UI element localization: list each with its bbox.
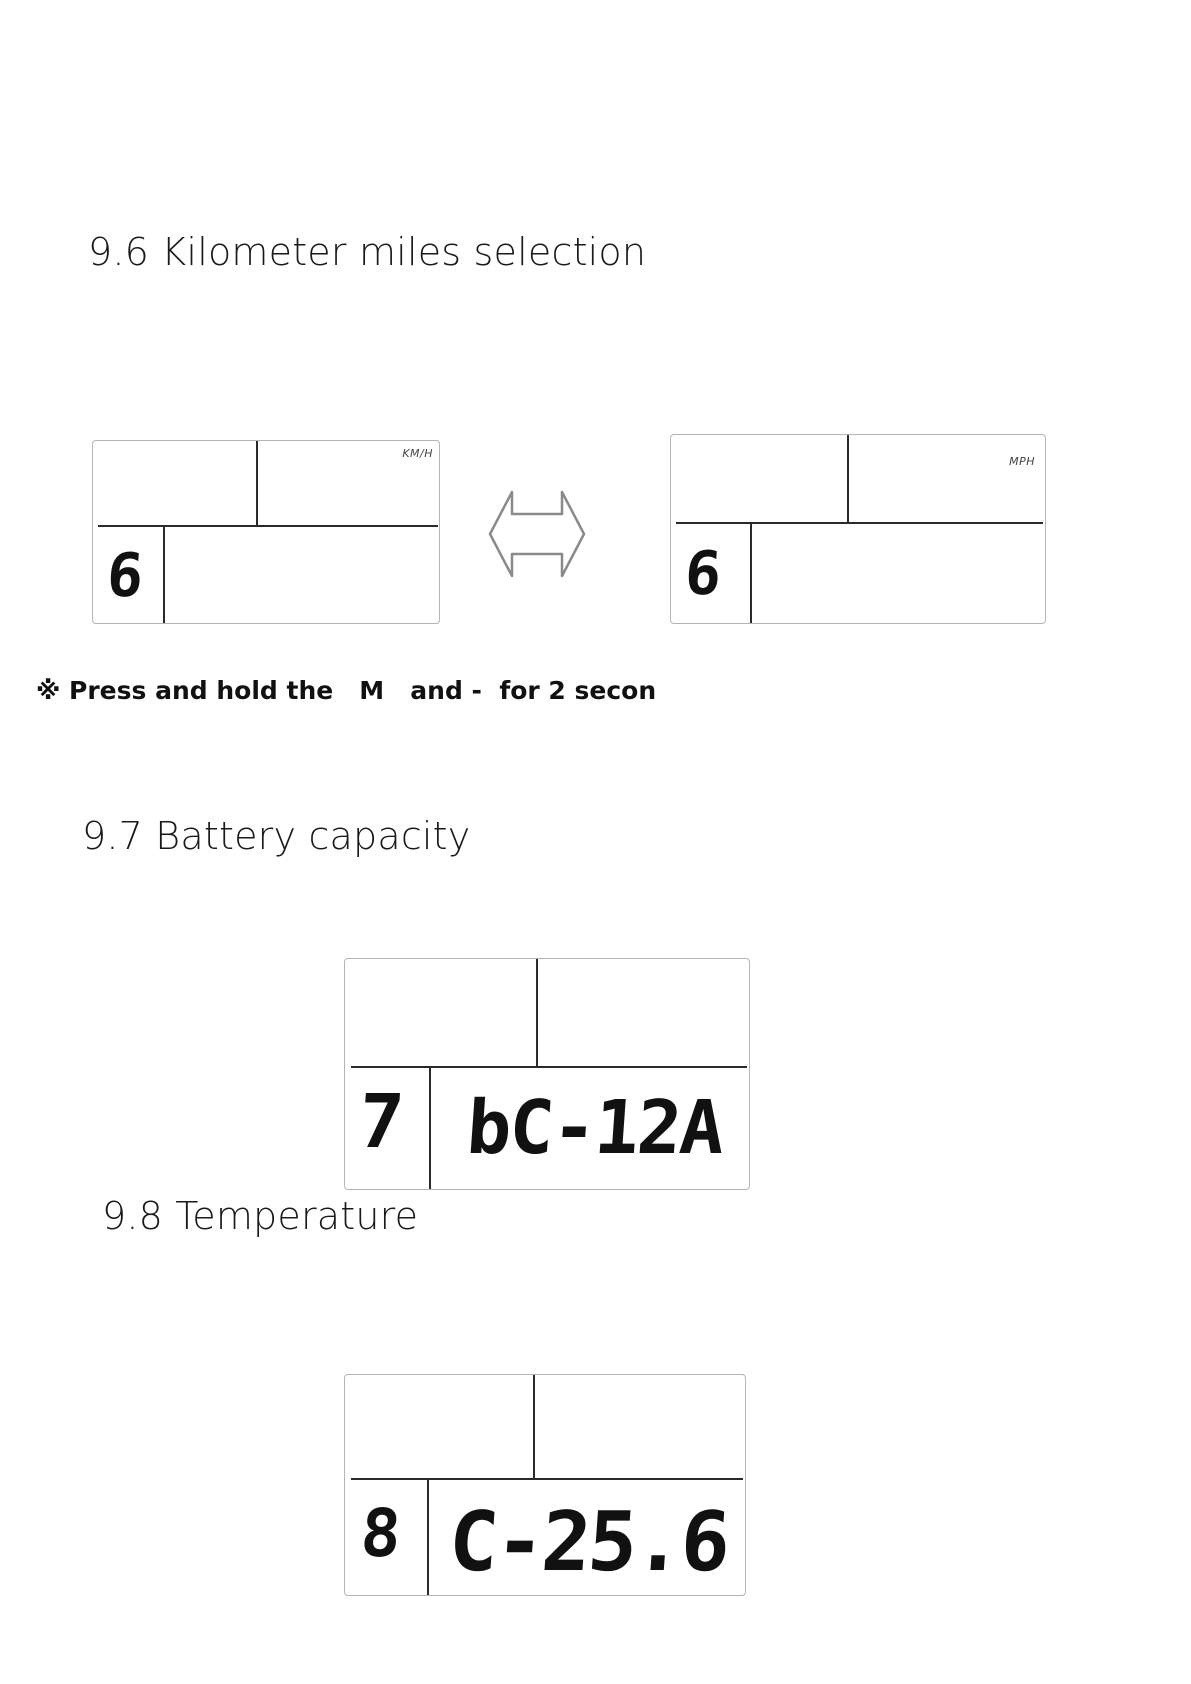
temperature-value: C-25.6	[445, 1495, 731, 1590]
lcd-mph-display	[670, 434, 1046, 624]
lcd-kmh-display	[92, 440, 440, 624]
lcd-divider	[750, 522, 752, 623]
lcd-divider	[351, 1478, 743, 1480]
param-digit: 6	[682, 539, 724, 609]
lcd-divider	[256, 441, 258, 525]
section-title-battery: 9.7 Battery capacity	[82, 814, 471, 858]
double-arrow-icon	[488, 484, 586, 584]
lcd-divider	[847, 435, 849, 522]
lcd-divider	[163, 525, 165, 623]
param-digit: 7	[355, 1079, 407, 1165]
unit-label: MPH	[1009, 455, 1035, 468]
param-digit: 6	[104, 541, 146, 611]
unit-label: KM/H	[402, 447, 433, 460]
lcd-divider	[98, 525, 438, 527]
lcd-divider	[533, 1375, 535, 1478]
lcd-divider	[351, 1066, 747, 1068]
battery-capacity-value: bC-12A	[463, 1085, 726, 1171]
lcd-divider	[536, 959, 538, 1066]
lcd-divider	[429, 1066, 431, 1189]
param-digit: 8	[358, 1495, 404, 1572]
lcd-divider	[427, 1478, 429, 1595]
section-title-temperature: 9.8 Temperature	[102, 1194, 419, 1238]
section-title-km-mph: 9.6 Kilometer miles selection	[88, 230, 647, 274]
lcd-battery-display	[344, 958, 750, 1190]
lcd-divider	[676, 522, 1043, 524]
lcd-temperature-display	[344, 1374, 746, 1596]
instruction-note: ※ Press and hold the M and - for 2 secon	[36, 676, 657, 705]
